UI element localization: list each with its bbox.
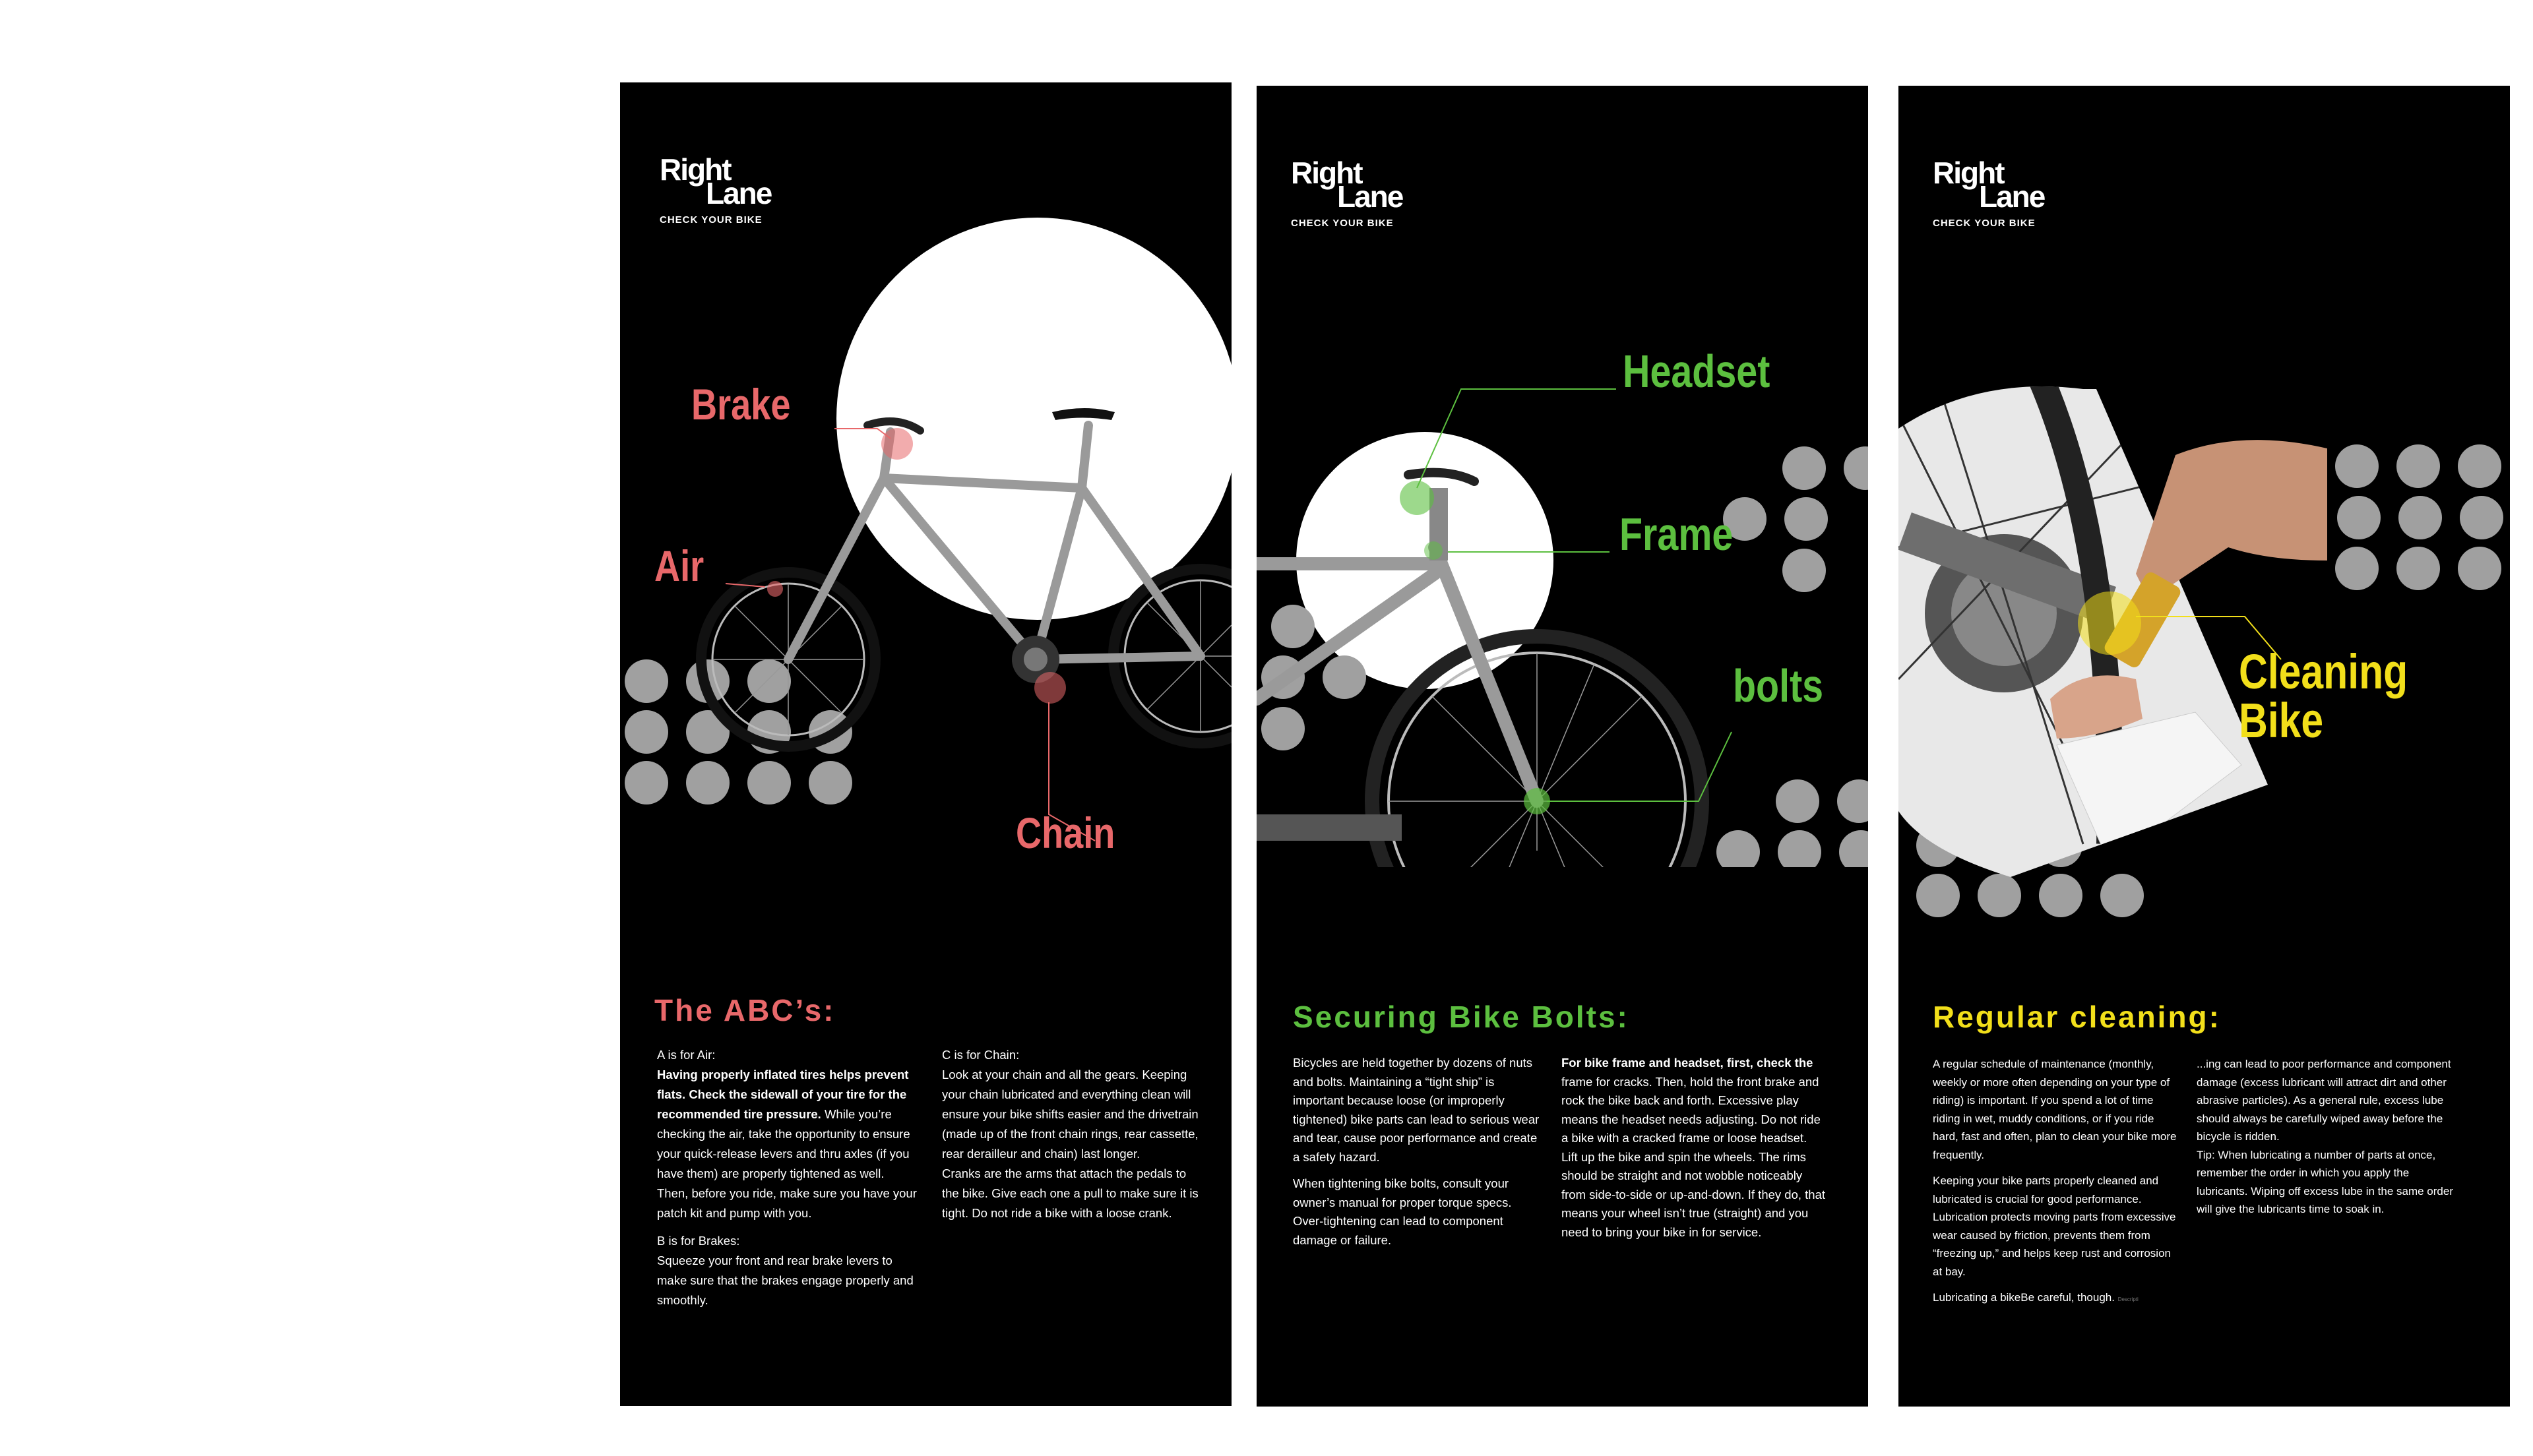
chain-body-text: Look at your chain and all the gears. Keeping your chain lubricated and everything clean will ensure your bike shifts easier and the drivetrain (made up of the front chain rings, rear cassette, rear derailleur and chain) last longer. [942, 1068, 1199, 1161]
cleaning-excess-lube-text: ...ing can lead to poor performance and component damage (excess lubricant will attract dirt and other abrasive particles). As a general rule, excess lube should always be carefully wiped away before the bicycle is ridden. [2197, 1058, 2451, 1143]
callout-brake: Brake [691, 380, 791, 429]
frame-check-bold: For bike frame and headset, first, check the [1561, 1056, 1813, 1070]
poster-panel-bolts [1257, 86, 1868, 1407]
callout-chain: Chain [1016, 808, 1115, 857]
abc-column-1 [657, 1045, 918, 1318]
logo-text-lane: Lane [706, 176, 772, 210]
air-bold-text: Having properly inflated tires helps prevent flats. Check the sidewall of your tire for the recommended tire pressure. [657, 1068, 909, 1121]
air-body-text: While you’re checking the air, take the opportunity to ensure your quick-release levers and thru axles (if you have them) are properly tightened as well. Then, before you ride, make sure you have your patch kit and pump with you. [657, 1107, 917, 1220]
cleaning-column-1 [1933, 1055, 2177, 1317]
headset-marker [1400, 481, 1434, 515]
bolts-column-2 [1561, 1054, 1825, 1250]
hand-with-brush [2136, 440, 2327, 600]
callout-bolts: bolts [1733, 660, 1824, 712]
poster-panel-abc [620, 82, 1232, 1406]
cleaning-lubricating-text: Lubricating a bikeBe careful, though. [1933, 1291, 2115, 1304]
logo-tagline: CHECK YOUR BIKE [660, 214, 763, 226]
brake-marker [881, 428, 913, 460]
cleaning-marker [2078, 592, 2141, 655]
cleaning-small-note: Descripti [2117, 1296, 2139, 1302]
callout-frame: Frame [1619, 508, 1734, 560]
poster-panel-cleaning [1898, 86, 2510, 1407]
callout-headset: Headset [1623, 346, 1770, 397]
bike-illustration-bolts [1257, 86, 1868, 943]
cleaning-tip-text: Tip: When lubricating a number of parts at once, remember the order in which you apply the lubricants. Wiping off excess lube in the same order will give the lubricants time to soak in. [2197, 1148, 2453, 1215]
section-title-abc: The ABC’s: [654, 993, 836, 1027]
callout-air: Air [654, 541, 704, 590]
air-label: A is for Air: [657, 1048, 716, 1062]
callout-cleaning: Cleaning [2239, 644, 2408, 699]
callout-bike: Bike [2239, 693, 2324, 748]
chain-label: C is for Chain: [942, 1048, 1020, 1062]
brakes-body-text: Squeeze your front and rear brake levers to make sure that the brakes engage properly and smoothly. [657, 1254, 914, 1307]
frame-check-text: frame for cracks. Then, hold the front brake and rock the bike back and forth. Excessive play means the headset needs adjusting. Do not ride a bike with a cracked frame or loose headset. [1561, 1074, 1821, 1145]
logo-text-right: Right [660, 152, 731, 187]
logo-text-right: Right [1291, 156, 1362, 190]
section-title-bolts: Securing Bike Bolts: [1293, 1000, 1629, 1034]
logo-tagline: CHECK YOUR BIKE [1933, 218, 2036, 229]
cleaning-schedule-text: A regular schedule of maintenance (monthly, weekly or more often depending on your type of riding) is important. If you spend a lot of time riding in wet, muddy conditions, or if you ride hard, fast and often, plan to clean your bike more frequently. [1933, 1058, 2177, 1161]
brakes-label: B is for Brakes: [657, 1234, 740, 1248]
air-marker [767, 581, 783, 597]
cranks-body-text: Cranks are the arms that attach the pedals to the bike. Give each one a pull to make sure it is tight. Do not ride a bike with a loose crank. [942, 1167, 1199, 1220]
logo-text-right: Right [1933, 156, 2004, 190]
cleaning-photo-illustration [1898, 86, 2510, 943]
logo-tagline: CHECK YOUR BIKE [1291, 218, 1394, 229]
logo-text-lane: Lane [1337, 179, 1403, 214]
bolts-torque-text: When tightening bike bolts, consult your owner’s manual for proper torque specs. Over-tightening can lead to component damage or failure. [1293, 1176, 1512, 1247]
cleaning-lubrication-text: Keeping your bike parts properly cleaned and lubricated is crucial for good performance. Lubrication protects moving parts from excessive wear caused by friction, prevents them from “freezing up,” and helps keep rust and corrosion at bay. [1933, 1174, 2176, 1278]
wheel-check-text: Lift up the bike and spin the wheels. The rims should be straight and not wobble noticeably from side-to-side or up-and-down. If they do, that means your wheel isn’t true (straight) and you need to bring your bike in for service. [1561, 1149, 1826, 1239]
bolts-column-1 [1293, 1054, 1544, 1258]
chain-marker [1034, 672, 1066, 704]
bolts-marker [1524, 788, 1550, 814]
section-title-cleaning: Regular cleaning: [1933, 1000, 2221, 1034]
abc-column-2 [942, 1045, 1203, 1231]
bike-illustration-abc [620, 82, 1232, 940]
frame-marker [1424, 541, 1443, 560]
logo-text-lane: Lane [1979, 179, 2045, 214]
bolts-intro-text: Bicycles are held together by dozens of nuts and bolts. Maintaining a “tight ship” is important because loose (or improperly tightened) bike parts can lead to serious wear and tear, cause poor performance and create a safety hazard. [1293, 1056, 1540, 1164]
cleaning-column-2 [2197, 1055, 2460, 1227]
